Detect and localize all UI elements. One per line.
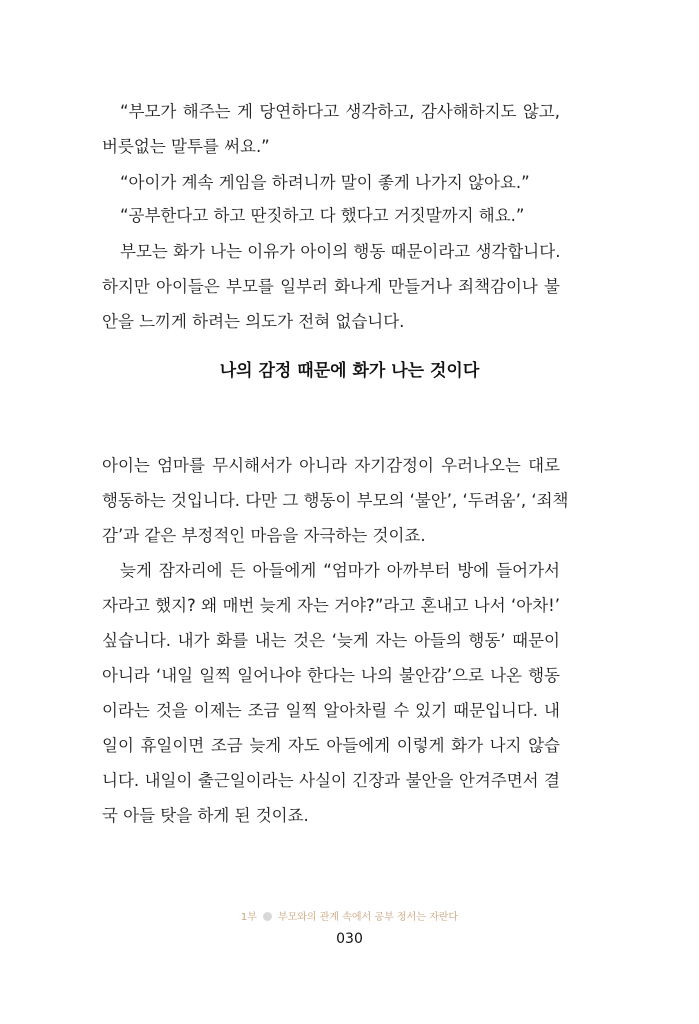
- text-line: 국 아들 탓을 하게 된 것이죠.: [102, 806, 309, 825]
- text-line: “아이가 계속 게임을 하려니까 말이 좋게 나가지 않아요.”: [120, 173, 530, 192]
- text-line: 싶습니다. 내가 화를 내는 것은 ‘늦게 자는 아들의 행동’ 때문이: [102, 631, 560, 650]
- section-heading: 나의 감정 때문에 화가 나는 것이다: [219, 361, 480, 381]
- page-number: 030: [336, 931, 363, 947]
- text-line: 아니라 ‘내일 일찍 일어나야 한다는 나의 불안감’으로 나온 행동: [102, 666, 560, 685]
- text-line: 아이는 엄마를 무시해서가 아니라 자기감정이 우러나오는 대로: [102, 456, 560, 475]
- text-line: “부모가 해주는 게 당연하다고 생각하고, 감사해하지도 않고,: [120, 102, 560, 121]
- bullet-dot-icon: [263, 912, 272, 921]
- text-line: 부모는 화가 나는 이유가 아이의 행동 때문이라고 생각합니다.: [120, 242, 561, 261]
- text-line: 감’과 같은 부정적인 마음을 자극하는 것이죠.: [102, 526, 426, 545]
- text-line: 늦게 잠자리에 든 아들에게 “엄마가 아까부터 방에 들어가서: [120, 561, 560, 580]
- running-footer: [0, 908, 699, 923]
- part-label: 1부: [240, 912, 257, 923]
- text-line: 이라는 것을 이제는 조금 일찍 알아차릴 수 있기 때문입니다. 내: [102, 701, 560, 720]
- text-line: 일이 휴일이면 조금 늦게 자도 아들에게 이렇게 화가 나지 않습: [102, 736, 560, 755]
- text-line: 안을 느끼게 하려는 의도가 전혀 없습니다.: [102, 312, 405, 331]
- text-line: 니다. 내일이 출근일이라는 사실이 긴장과 불안을 안겨주면서 결: [102, 771, 560, 790]
- text-line: 버릇없는 말투를 써요.”: [102, 137, 270, 156]
- text-line: “공부한다고 하고 딴짓하고 다 했다고 거짓말까지 해요.”: [120, 206, 525, 225]
- text-line: 행동하는 것입니다. 다만 그 행동이 부모의 ‘불안’, ‘두려움’, ‘죄책: [102, 491, 569, 510]
- chapter-title: 부모와의 관계 속에서 공부 정서는 자란다: [277, 912, 459, 923]
- text-line: 하지만 아이들은 부모를 일부러 화나게 만들거나 죄책감이나 불: [102, 277, 560, 296]
- text-line: 자라고 했지? 왜 매번 늦게 자는 거야?”라고 혼내고 나서 ‘아차!’: [102, 596, 560, 615]
